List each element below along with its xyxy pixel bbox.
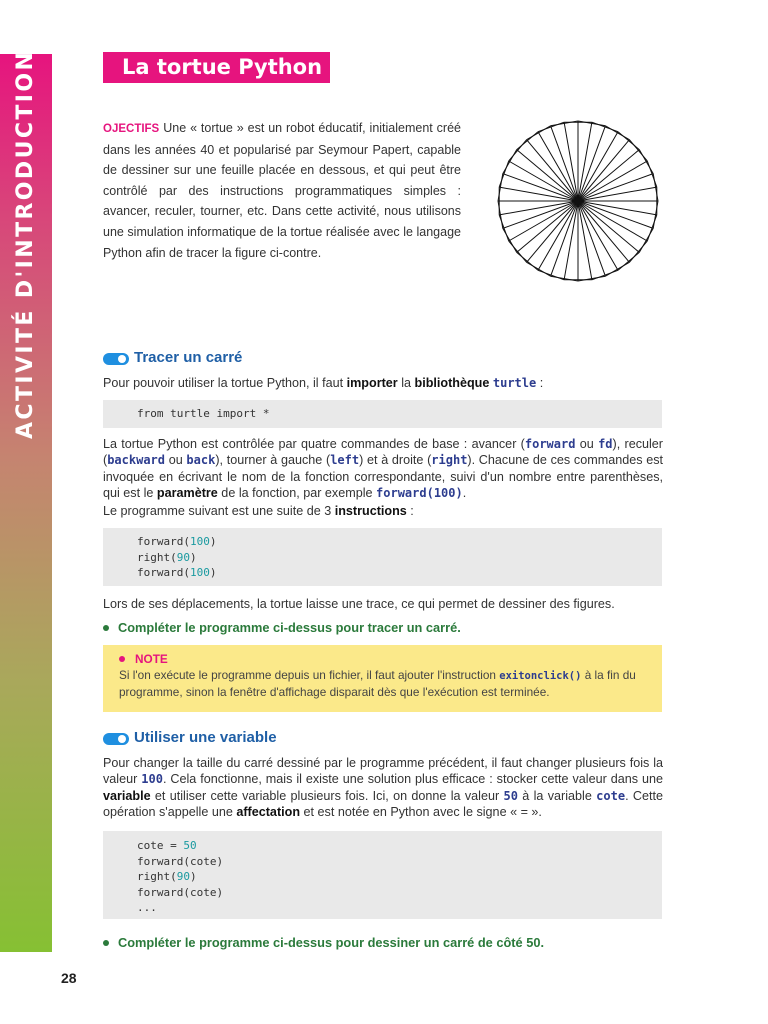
bullet-icon [103,625,109,631]
task-square: Compléter le programme ci-dessus pour tracer un carré. [103,620,461,635]
note-heading: NOTE [119,651,648,667]
sidebar-band [0,49,52,952]
note-box [103,645,662,712]
objectives-label: OJECTIFS [103,123,160,135]
paragraph-commands: La tortue Python est contrôlée par quatre commandes de base : avancer (forward ou fd), reculer (backward ou back), tourner à gauche (left) et à droite (right). Chacune de ces commandes est invoquée en écrivant le nom de la fonction correspondante, suivi d'un nombre entre parenthèses, qui est le paramètre de la fonction, par exemple forward(100). [103,437,663,500]
note-text: Si l'on exécute le programme depuis un fichier, il faut ajouter l'instruction exitonclick() à la fin du programme, sinon la fenêtre d'affichage disparait dès que l'exécution est terminée. [119,668,636,699]
sidebar-label: ACTIVITÉ D'INTRODUCTION [13,49,38,439]
paragraph-trace: Lors de ses déplacements, la tortue laisse une trace, ce qui permet de dessiner des figures. [103,597,615,611]
code-block-variable: cote = 50 forward(cote) right(90) forward(cote) ... [103,831,662,919]
section-title-variable [103,729,277,746]
intro-paragraph [103,118,461,263]
paragraph-variable: Pour changer la taille du carré dessiné par le programme précédent, il faut changer plusieurs fois la valeur 100. Cela fonctionne, mais il existe une solution plus efficace : stocker cette valeur dans une variable et utiliser cette variable plusieurs fois. Ici, on donne la valeur 50 à la variable cote. Cette opération s'appelle une affectation et est notée en Python avec le signe « = ». [103,756,663,819]
section-title-text: Utiliser une variable [134,729,277,746]
section-title-text: Tracer un carré [134,349,243,366]
bullet-icon [103,940,109,946]
task-variable: Compléter le programme ci-dessus pour dessiner un carré de côté 50. [103,935,544,950]
bullet-icon [119,656,125,662]
intro-text: Une « tortue » est un robot éducatif, initialement créé dans les années 40 et popularisé par Seymour Papert, capable de dessiner sur une feuille placée en dessous, et qui peut être contrôlé par des instructions programmatiques simples : avancer, reculer, tourner, etc. Dans cette activité, nous utilisons une simulation informatique de la tortue réalisée avec le langage Python afin de tracer la figure ci-contre. [103,121,461,260]
paragraph-instructions: Le programme suivant est une suite de 3 instructions : [103,504,414,518]
toggle-icon [103,352,129,364]
section-title-square [103,349,242,366]
toggle-icon [103,732,129,744]
paragraph-import: Pour pouvoir utiliser la tortue Python, il faut importer la bibliothèque turtle : [103,376,544,390]
code-block-square: forward(100) right(90) forward(100) [103,528,662,586]
turtle-star-figure [492,118,664,284]
page-number: 28 [61,970,77,986]
page-title: La tortue Python [103,52,330,83]
code-block-import: from turtle import * [103,400,662,428]
